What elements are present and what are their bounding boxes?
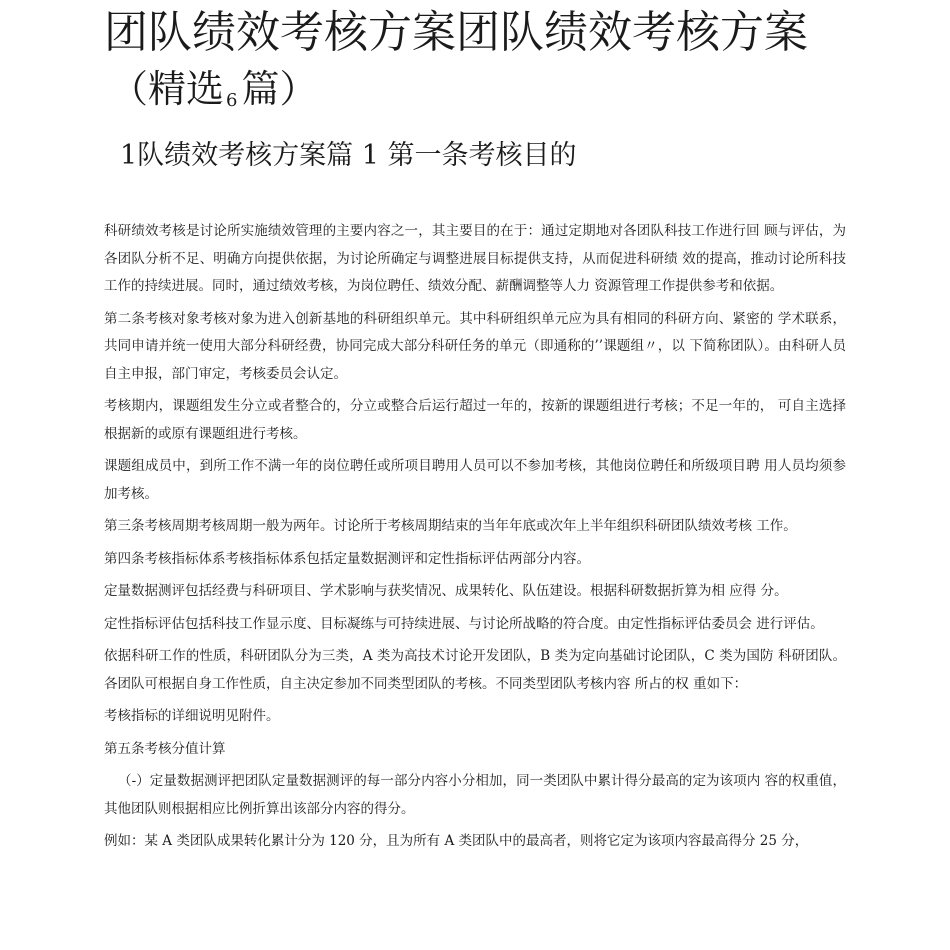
title-line2-suffix: 篇） [241, 67, 318, 111]
paragraph: 考核指标的详细说明见附件。 [104, 708, 280, 724]
title-line2-prefix: （精选 [110, 67, 225, 111]
paragraph: （-）定量数据测评把团队定量数据测评的每一部分内容小分相加，同一类团队中累计得分最高的定为该项内 容的权重值，其他团队则根据相应比例折算出该部分内容的得分。 [104, 773, 846, 817]
paragraph: 定量数据测评包括经费与科研项目、学术影响与获奖情况、成果转化、队伍建设。根据科研数据折算为相 应得 分。 [104, 583, 788, 599]
document-title-line2 [110, 66, 317, 124]
paragraph: 第四条考核指标体系考核指标体系包括定量数据测评和定性指标评估两部分内容。 [104, 550, 590, 567]
section-heading: 1队绩效考核方案篇 1 第一条考核目的 [120, 140, 577, 171]
title-line2-number: 6 [226, 90, 238, 111]
paragraph: 科研绩效考核是讨论所实施绩效管理的主要内容之一，其主要目的在于：通过定期地对各团队科技工作进行回 顾与评估，为各团队分析不足、明确方向提供依据，为讨论所确定与调整进展目标提供支持，从而促进科研绩 效的提高，推动讨论所科技工作的持续进展。同时，通过绩效考核，为岗位聘任、绩效分配、薪酬调整等人力 资源管理工作提供参考和依据。 [104, 223, 846, 294]
document-body [104, 218, 846, 861]
paragraph: 课题组成员中，到所工作不满一年的岗位聘任或所项目聘用人员可以不参加考核，其他岗位聘任和所级项目聘 用人员均须参加考核。 [104, 458, 846, 502]
paragraph: 考核期内，课题组发生分立或者整合的，分立或整合后运行超过一年的，按新的课题组进行考核；不足一年的， 可自主选择根据新的或原有课题组进行考核。 [104, 398, 846, 442]
paragraph: 例如：某 A 类团队成果转化累计分为 120 分，且为所有 A 类团队中的最高者，则将它定为该项内容最高得分 25 分， [104, 833, 809, 849]
document-title-line1: 团队绩效考核方案团队绩效考核方案 [104, 7, 808, 58]
paragraph: 第三条考核周期考核周期一般为两年。讨论所于考核周期结束的当年年底或次年上半年组织科研团队绩效考核 工作。 [104, 518, 797, 534]
paragraph: 定性指标评估包括科技工作显示度、目标凝练与可持续进展、与讨论所战略的符合度。由定性指标评估委员会 进行评估。 [104, 615, 824, 632]
paragraph: 第二条考核对象考核对象为进入创新基地的科研组织单元。其中科研组织单元应为具有相同的科研方向、紧密的 学术联系，共同申请并统一使用大部分科研经费，协同完成大部分科研任务的单元（即通称的’’课题组〃，以 下简称团队）。由科研人员自主申报，部门审定，考核委员会认定。 [104, 310, 846, 382]
paragraph: 依据科研工作的性质，科研团队分为三类，A 类为高技术讨论开发团队，B 类为定向基础讨论团队，C 类为国防 科研团队。各团队可根据自身工作性质，自主决定参加不同类型团队的考核。不同类型团队考核内容 所占的权 重如下： [104, 648, 846, 692]
paragraph: 第五条考核分值计算 [104, 740, 226, 757]
